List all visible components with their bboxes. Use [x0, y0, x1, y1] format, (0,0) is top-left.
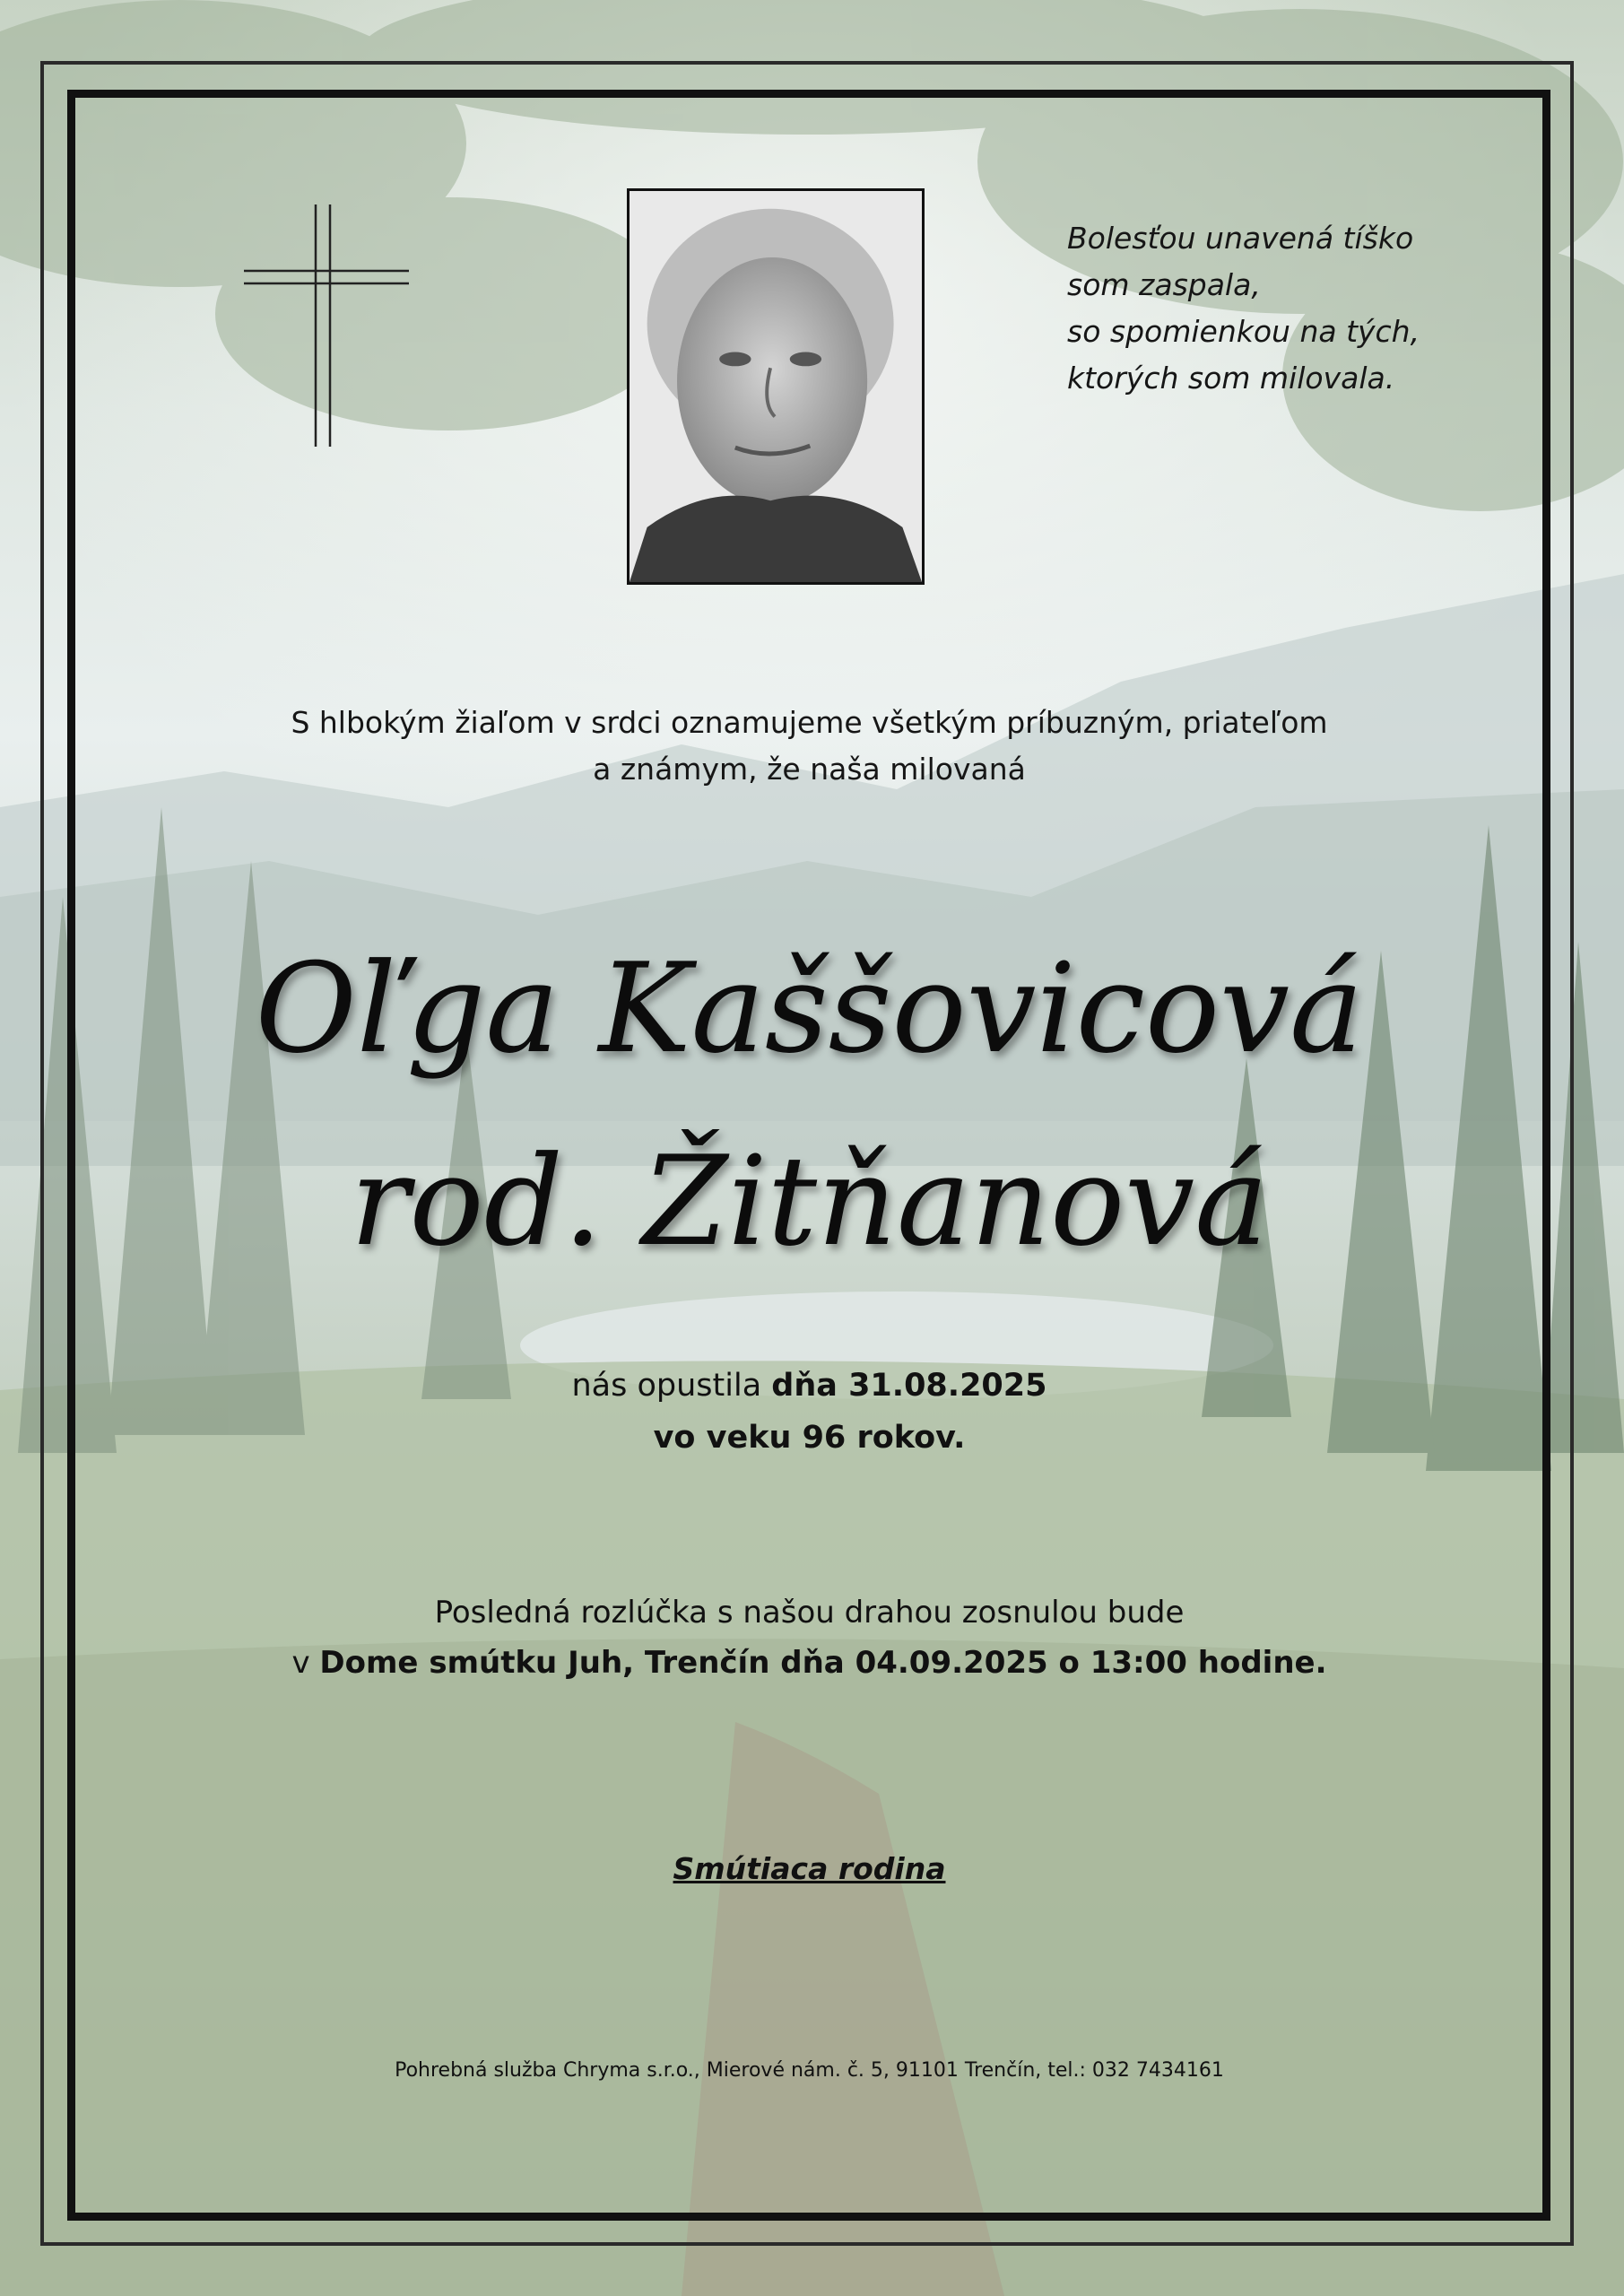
death-date-line — [269, 1360, 1350, 1412]
portrait-photo — [627, 188, 925, 585]
poem-line: Bolesťou unavená tíško — [1067, 221, 1414, 256]
farewell-info — [179, 1587, 1439, 1688]
age-line — [269, 1412, 1350, 1464]
death-info — [269, 1360, 1350, 1464]
deceased-name: Oľga Kaššovicová — [255, 936, 1364, 1081]
farewell-line-2 — [179, 1638, 1439, 1688]
intro-line-2: a známym, že naša milovaná — [593, 752, 1026, 787]
intro-line-1: S hlbokým žiaľom v srdci oznamujeme všetkým príbuzným, priateľom — [291, 705, 1328, 740]
death-date: dňa 31.08.2025 — [771, 1368, 1047, 1404]
poem-line: so spomienkou na tých, — [1067, 314, 1420, 349]
farewell-line-1: Posledná rozlúčka s našou drahou zosnulou bude — [434, 1595, 1185, 1631]
family-signature: Smútiaca rodina — [673, 1851, 946, 1886]
cross-icon — [244, 204, 409, 447]
death-prefix: nás opustila — [571, 1368, 772, 1404]
announcement-intro — [179, 700, 1439, 793]
farewell-prefix: v — [291, 1645, 320, 1681]
farewell-details: Dome smútku Juh, Trenčín dňa 04.09.2025 o 13:00 hodine. — [319, 1645, 1327, 1681]
poem-line: som zaspala, — [1067, 267, 1261, 302]
poem-line: ktorých som milovala. — [1067, 361, 1395, 396]
poem — [1067, 215, 1444, 402]
death-age: vo veku 96 rokov. — [653, 1420, 966, 1456]
funeral-service-footer: Pohrebná služba Chryma s.r.o., Mierové nám. č. 5, 91101 Trenčín, tel.: 032 7434161 — [395, 2059, 1224, 2082]
maiden-name: rod. Žitňanová — [350, 1129, 1269, 1274]
